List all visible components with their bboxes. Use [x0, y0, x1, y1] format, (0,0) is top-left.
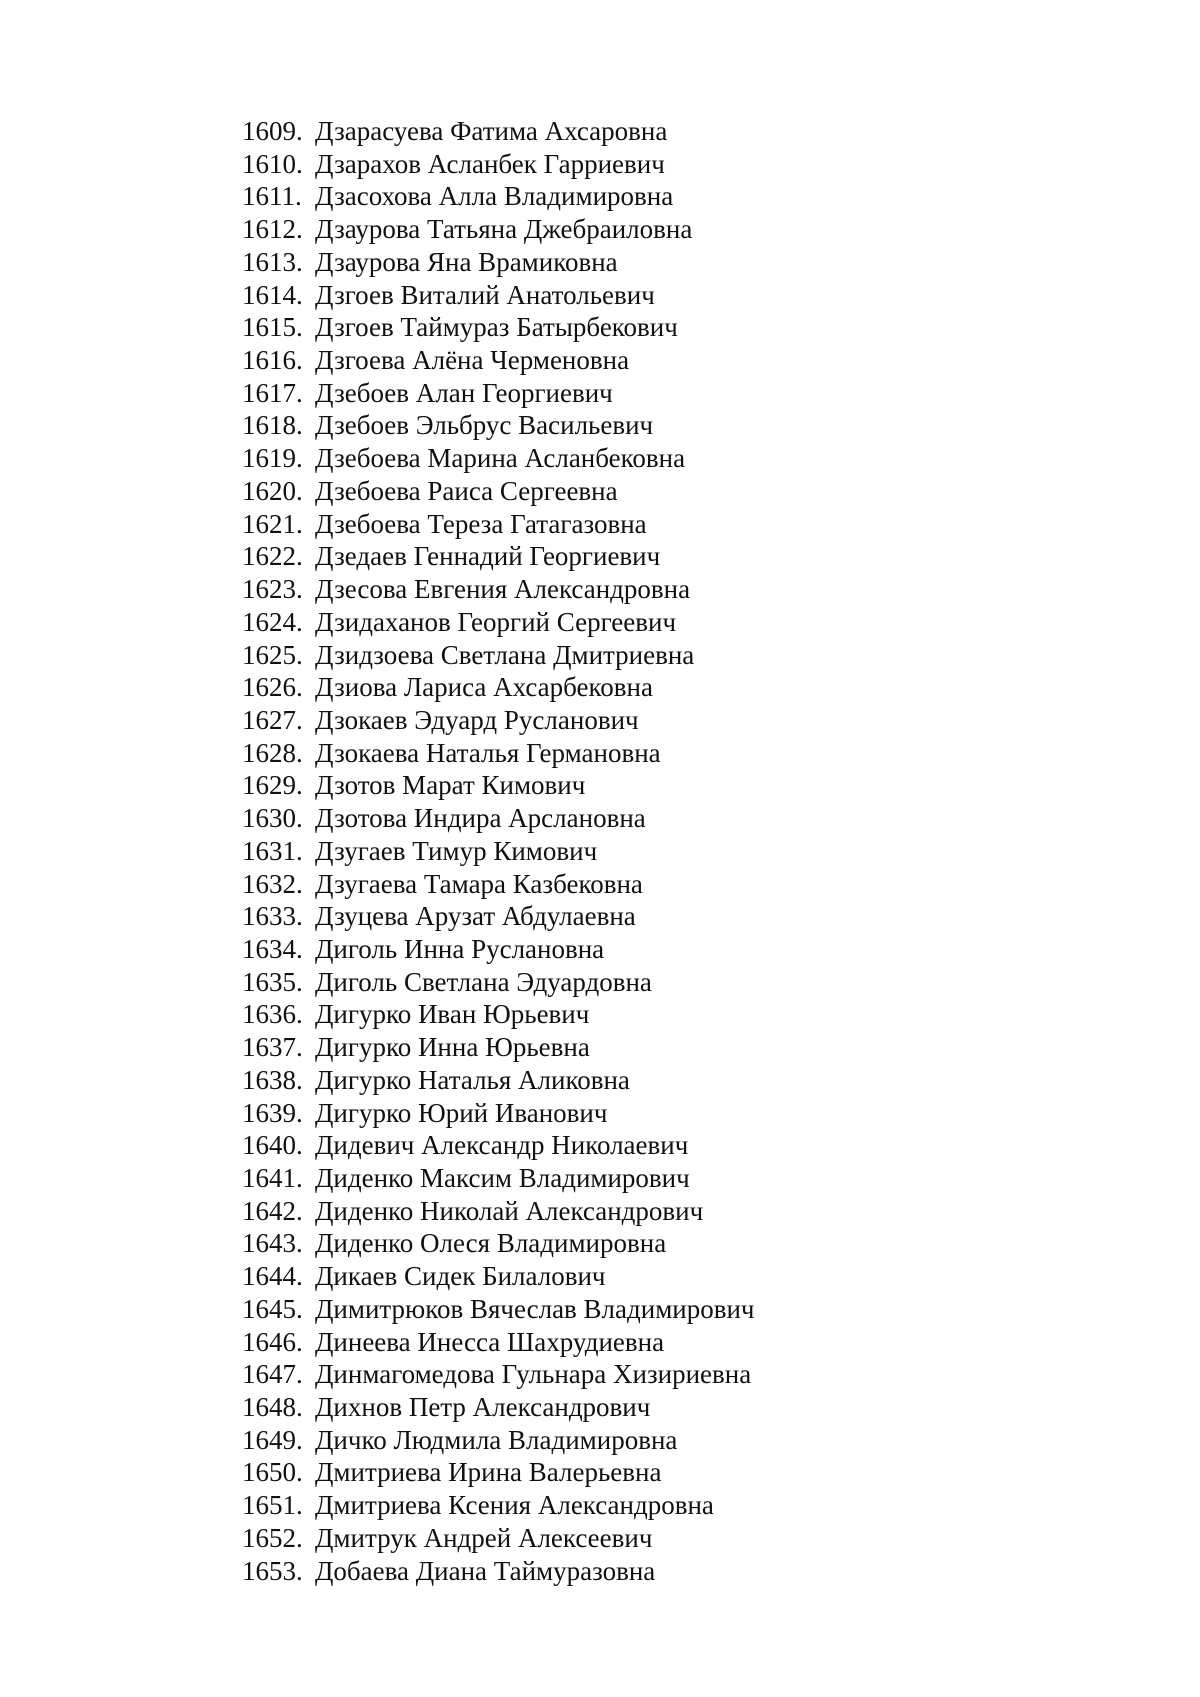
list-item — [242, 409, 755, 442]
entry-number: 1645. — [242, 1293, 303, 1324]
list-item — [242, 1227, 755, 1260]
list-item — [242, 1555, 755, 1588]
list-item — [242, 1260, 755, 1293]
list-item — [242, 606, 755, 639]
entry-number: 1631. — [242, 835, 303, 866]
list-item — [242, 1326, 755, 1359]
list-item — [242, 1293, 755, 1326]
entry-number: 1651. — [242, 1490, 303, 1521]
entry-number: 1616. — [242, 345, 303, 376]
entry-name: Дзаурова Яна Врамиковна — [315, 246, 618, 277]
list-item — [242, 1456, 755, 1489]
entry-name: Дзуцева Арузат Абдулаевна — [315, 901, 636, 932]
entry-number: 1613. — [242, 246, 303, 277]
list-item — [242, 769, 755, 802]
entry-name: Дзебоев Эльбрус Васильевич — [315, 410, 654, 441]
list-item — [242, 377, 755, 410]
list-item — [242, 1129, 755, 1162]
list-item — [242, 671, 755, 704]
list-item — [242, 1358, 755, 1391]
list-item — [242, 900, 755, 933]
entry-name: Диденко Николай Александрович — [315, 1195, 704, 1226]
entry-number: 1633. — [242, 901, 303, 932]
entry-name: Дзасохова Алла Владимировна — [315, 181, 674, 212]
list-item — [242, 1097, 755, 1130]
entry-number: 1637. — [242, 1032, 303, 1063]
list-item — [242, 573, 755, 606]
list-item — [242, 933, 755, 966]
list-item — [242, 344, 755, 377]
entry-number: 1638. — [242, 1064, 303, 1095]
list-item — [242, 868, 755, 901]
entry-number: 1649. — [242, 1424, 303, 1455]
list-item — [242, 148, 755, 181]
entry-name: Дзарасуева Фатима Ахсаровна — [315, 116, 668, 146]
entry-name: Динеева Инесса Шахрудиевна — [315, 1326, 665, 1357]
entry-name: Дигурко Инна Юрьевна — [315, 1032, 590, 1063]
list-item — [242, 966, 755, 999]
entry-number: 1643. — [242, 1228, 303, 1259]
entry-number: 1644. — [242, 1261, 303, 1292]
entry-name: Дзугаев Тимур Кимович — [315, 835, 598, 866]
entry-number: 1641. — [242, 1163, 303, 1193]
list-item — [242, 802, 755, 835]
list-item — [242, 540, 755, 573]
entry-name: Дзгоев Виталий Анатольевич — [315, 279, 655, 310]
list-item — [242, 1195, 755, 1228]
entry-number: 1640. — [242, 1130, 303, 1161]
entry-name: Дзокаев Эдуард Русланович — [315, 704, 639, 735]
entry-name: Динмагомедова Гульнара Хизириевна — [315, 1359, 752, 1390]
entry-number: 1609. — [242, 116, 303, 146]
entry-name: Диголь Светлана Эдуардовна — [315, 966, 652, 997]
list-item — [242, 639, 755, 672]
entry-name: Дидевич Александр Николаевич — [315, 1130, 689, 1161]
entry-number: 1634. — [242, 933, 303, 964]
entry-name: Диголь Инна Руслановна — [315, 933, 605, 964]
entry-name: Дзесова Евгения Александровна — [315, 574, 691, 605]
entry-number: 1612. — [242, 214, 303, 245]
list-item — [242, 246, 755, 279]
entry-name: Дзебоева Марина Асланбековна — [315, 443, 686, 474]
entry-number: 1621. — [242, 508, 303, 539]
entry-name: Дзгоев Таймураз Батырбекович — [315, 312, 678, 343]
entry-number: 1618. — [242, 410, 303, 441]
list-item — [242, 1031, 755, 1064]
entry-name: Дзебоев Алан Георгиевич — [315, 377, 613, 408]
entry-number: 1652. — [242, 1522, 303, 1553]
list-item — [242, 704, 755, 737]
entry-name: Дихнов Петр Александрович — [315, 1392, 651, 1423]
entry-name: Дзугаева Тамара Казбековна — [315, 868, 643, 899]
entry-number: 1614. — [242, 279, 303, 310]
entry-number: 1610. — [242, 148, 303, 179]
entry-name: Дзидаханов Георгий Сергеевич — [315, 606, 677, 637]
entry-name: Дикаев Сидек Билалович — [315, 1261, 606, 1292]
entry-number: 1617. — [242, 377, 303, 408]
entry-name: Дичко Людмила Владимировна — [315, 1424, 678, 1455]
entry-number: 1647. — [242, 1359, 303, 1390]
entry-name: Дигурко Наталья Аликовна — [315, 1064, 630, 1095]
entry-number: 1639. — [242, 1097, 303, 1128]
entry-name: Дмитриева Ксения Александровна — [315, 1490, 714, 1521]
entry-name: Диденко Максим Владимирович — [315, 1163, 690, 1193]
entry-name: Дзедаев Геннадий Георгиевич — [315, 541, 661, 572]
entry-number: 1620. — [242, 475, 303, 506]
list-item — [242, 442, 755, 475]
entry-number: 1636. — [242, 999, 303, 1030]
list-item — [242, 279, 755, 312]
entry-name: Диденко Олеся Владимировна — [315, 1228, 667, 1259]
entry-number: 1632. — [242, 868, 303, 899]
entry-name: Дмитрук Андрей Алексеевич — [315, 1522, 653, 1553]
entry-number: 1626. — [242, 672, 303, 703]
list-item — [242, 311, 755, 344]
list-item — [242, 115, 755, 148]
entry-number: 1653. — [242, 1555, 303, 1586]
list-item — [242, 1391, 755, 1424]
entry-number: 1646. — [242, 1326, 303, 1357]
entry-number: 1627. — [242, 704, 303, 735]
entry-name: Дзиова Лариса Ахсарбековна — [315, 672, 653, 703]
list-item — [242, 835, 755, 868]
entry-number: 1650. — [242, 1457, 303, 1488]
list-item — [242, 1162, 755, 1195]
entry-name: Дзебоева Тереза Гатагазовна — [315, 508, 647, 539]
list-item — [242, 508, 755, 541]
entry-name: Дзгоева Алёна Черменовна — [315, 345, 630, 376]
entry-name: Дзотова Индира Арслановна — [315, 803, 646, 834]
name-list — [242, 115, 755, 1587]
entry-number: 1635. — [242, 966, 303, 997]
entry-name: Дзарахов Асланбек Гарриевич — [315, 148, 665, 179]
list-item — [242, 1424, 755, 1457]
list-item — [242, 1522, 755, 1555]
entry-name: Димитрюков Вячеслав Владимирович — [315, 1293, 755, 1324]
entry-name: Дзидзоева Светлана Дмитриевна — [315, 639, 695, 670]
entry-name: Дзотов Марат Кимович — [315, 770, 586, 801]
entry-number: 1622. — [242, 541, 303, 572]
entry-number: 1615. — [242, 312, 303, 343]
entry-number: 1611. — [242, 181, 302, 212]
list-item — [242, 998, 755, 1031]
entry-number: 1648. — [242, 1392, 303, 1423]
entry-name: Дзокаева Наталья Германовна — [315, 737, 661, 768]
entry-number: 1628. — [242, 737, 303, 768]
entry-number: 1624. — [242, 606, 303, 637]
entry-name: Дигурко Юрий Иванович — [315, 1097, 608, 1128]
list-item — [242, 1489, 755, 1522]
list-item — [242, 180, 755, 213]
entry-number: 1623. — [242, 574, 303, 605]
entry-name: Дзаурова Татьяна Джебраиловна — [315, 214, 693, 245]
entry-name: Дигурко Иван Юрьевич — [315, 999, 590, 1030]
list-item — [242, 213, 755, 246]
entry-name: Добаева Диана Таймуразовна — [315, 1555, 656, 1586]
list-item — [242, 1064, 755, 1097]
entry-name: Дмитриева Ирина Валерьевна — [315, 1457, 662, 1488]
entry-number: 1619. — [242, 443, 303, 474]
list-item — [242, 475, 755, 508]
entry-number: 1625. — [242, 639, 303, 670]
entry-number: 1630. — [242, 803, 303, 834]
entry-number: 1642. — [242, 1195, 303, 1226]
entry-number: 1629. — [242, 770, 303, 801]
entry-name: Дзебоева Раиса Сергеевна — [315, 475, 618, 506]
list-item — [242, 737, 755, 770]
